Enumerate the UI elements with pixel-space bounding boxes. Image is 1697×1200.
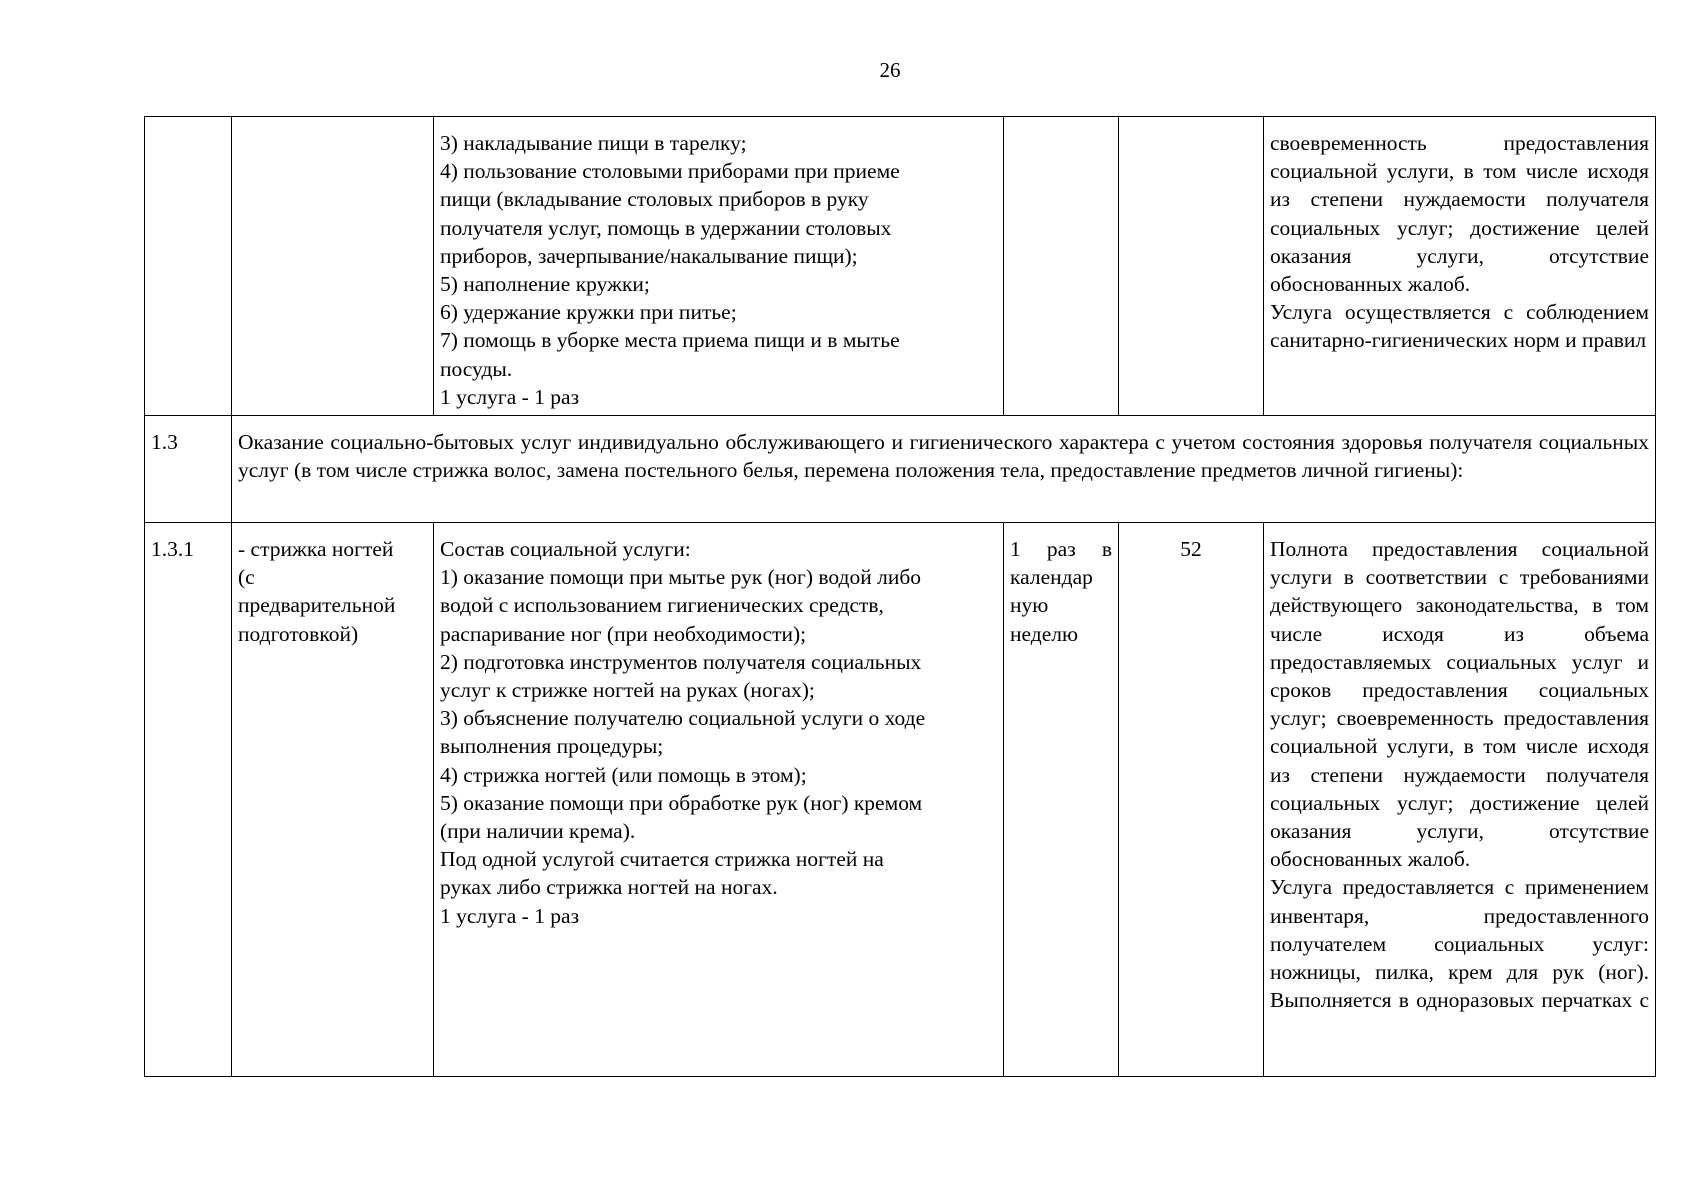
composition-line: пищи (вкладывание столовых приборов в руку [440,187,869,212]
composition-line: приборов, зачерпывание/накалывание пищи); [440,243,858,268]
quality-text: Полнота предоставления социальной услуги в соответствии с требованиями действующего законодательства, в том числе исходя из объема предоставляемых социальных услуг и сроков предоставления социальных услуг; своевременность предоставления социальной услуги, в том числе исходя из степени нуждаемости получателя социальных услуг; достижение целей оказания услуги, отсутствие обоснованных жалоб. [1270,537,1649,872]
item-name-line: - стрижка ногтей [238,537,394,562]
item-name [232,523,434,1077]
frequency-line: ную [1010,593,1049,618]
composition-line: 2) подготовка инструментов получателя социальных [440,649,922,674]
section-title: Оказание социально-бытовых услуг индивидуально обслуживающего и гигиенического характера с учетом состояния здоровья получателя социальных услуг (в том числе стрижка волос, замена постельного белья, перемена положения тела, предоставление предметов личной гигиены): [232,416,1656,523]
item-quality-criteria [1264,523,1656,1077]
composition-line: 5) наполнение кружки; [440,272,650,297]
composition-line: получателя услуг, помощь в удержании столовых [440,215,892,240]
composition-line: 6) удержание кружки при питье; [440,300,737,325]
cell-service-composition [434,117,1004,416]
quality-text: Услуга осуществляется с соблюдением санитарно-гигиенических норм и правил [1270,300,1649,353]
composition-line: посуды. [440,356,513,381]
composition-line: (при наличии крема). [440,819,636,844]
item-frequency [1004,523,1119,1077]
composition-line: 3) объяснение получателю социальной услуги о ходе [440,706,926,731]
table-row-item [145,523,1656,1077]
table-row-continuation [145,117,1656,416]
item-name-line: предварительной [238,593,396,618]
composition-line: 5) оказание помощи при обработке рук (ног) кремом [440,790,923,815]
item-name-line: (с [238,565,255,590]
cell-frequency [1004,117,1119,416]
composition-line: 4) стрижка ногтей (или помощь в этом); [440,762,807,787]
composition-line: выполнения процедуры; [440,734,664,759]
quality-text: своевременность предоставления социальной услуги, в том числе исходя из степени нуждаемости получателя социальных услуг; достижение целей оказания услуги, отсутствие обоснованных жалоб. [1270,131,1649,297]
composition-line: услуг к стрижке ногтей на руках (ногах); [440,678,815,703]
page-number: 26 [879,58,901,82]
item-name-line: подготовкой) [238,621,359,646]
composition-line: водой с использованием гигиенических средств, [440,593,884,618]
cell-service-name [232,117,434,416]
services-table [144,116,1656,1077]
composition-line: Состав социальной услуги: [440,537,691,562]
composition-line: 4) пользование столовыми приборами при приеме [440,159,900,184]
composition-line: 1 услуга - 1 раз [440,384,580,409]
cell-price [1119,117,1264,416]
composition-line: 7) помощь в уборке места приема пищи и в мытье [440,328,900,353]
frequency-line: календар [1010,565,1093,590]
quality-text: Услуга предоставляется с применением инвентаря, предоставленного получателем социальных услуг: ножницы, пилка, крем для рук (ног). Выполняется в одноразовых перчатках с [1270,875,1649,1013]
table-row-section [145,416,1656,523]
composition-line: руках либо стрижка ногтей на ногах. [440,875,778,900]
item-price: 52 [1119,523,1264,1077]
cell-number [145,117,232,416]
composition-line: распаривание ног (при необходимости); [440,621,807,646]
frequency-line: 1 раз в [1010,537,1112,562]
item-number: 1.3.1 [145,523,232,1077]
composition-line: Под одной услугой считается стрижка ногтей на [440,847,884,872]
composition-line: 1 услуга - 1 раз [440,903,580,928]
frequency-line: неделю [1010,621,1079,646]
section-number: 1.3 [145,416,232,523]
cell-quality-criteria [1264,117,1656,416]
composition-line: 3) накладывание пищи в тарелку; [440,131,747,155]
item-composition [434,523,1004,1077]
composition-line: 1) оказание помощи при мытье рук (ног) водой либо [440,565,922,590]
